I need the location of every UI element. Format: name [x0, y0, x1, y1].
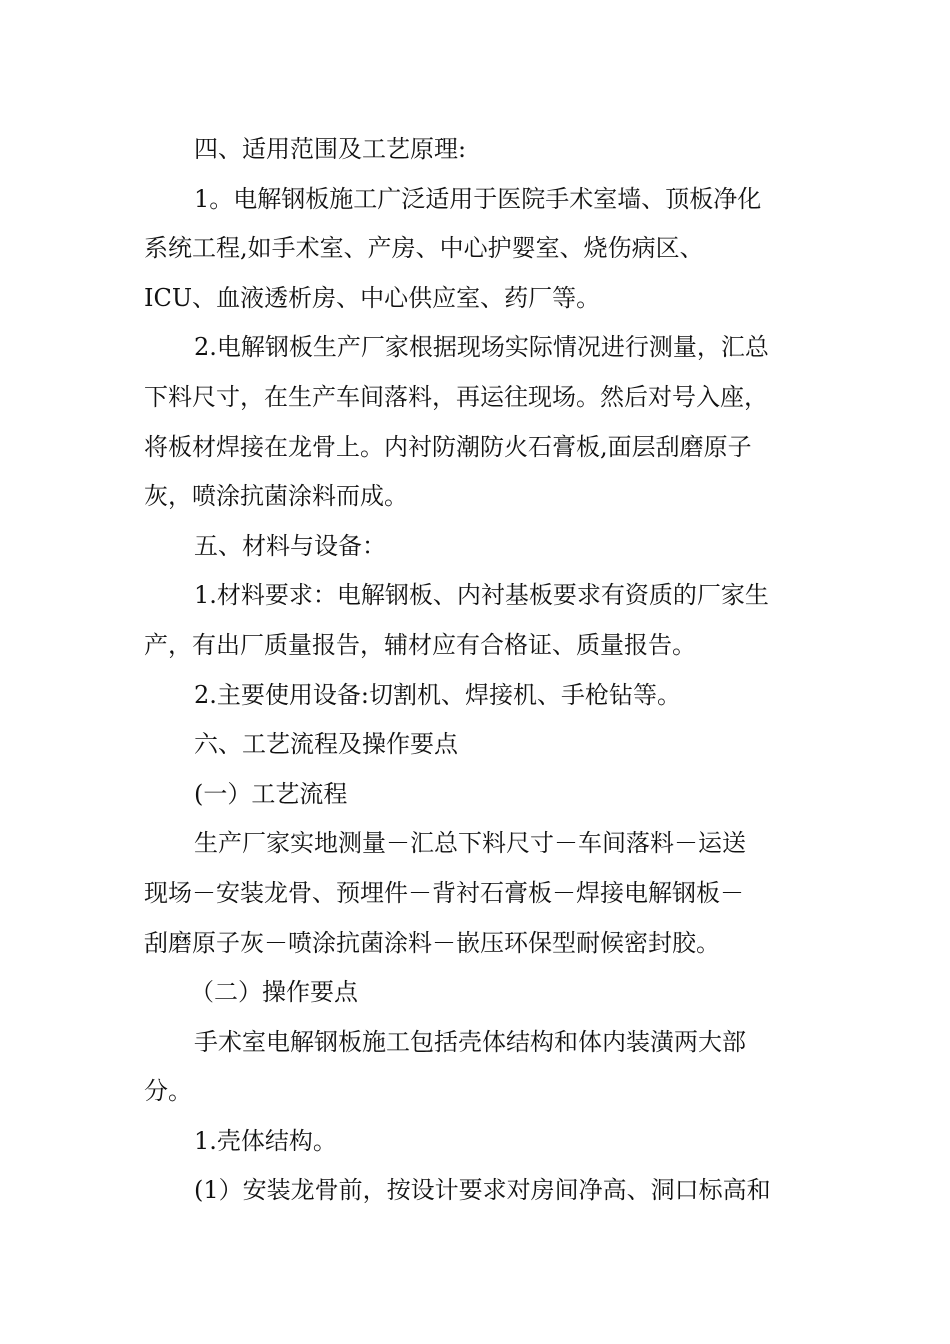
paragraph-line: ICU、血液透析房、中心供应室、药厂等。 — [144, 283, 601, 312]
subsection-heading: （二）操作要点 — [190, 978, 358, 1007]
paragraph-line: 生产厂家实地测量－汇总下料尺寸－车间落料－运送 — [194, 829, 746, 858]
paragraph-line: 灰，喷涂抗菌涂料而成。 — [144, 482, 408, 511]
paragraph-line: 2.电解钢板生产厂家根据现场实际情况进行测量，汇总 — [194, 333, 769, 362]
paragraph-line: 1.材料要求：电解钢板、内衬基板要求有资质的厂家生 — [194, 581, 769, 610]
paragraph-line: 2.主要使用设备:切割机、焊接机、手枪钻等。 — [194, 680, 681, 709]
paragraph-line: 系统工程,如手术室、产房、中心护婴室、烧伤病区、 — [144, 234, 704, 263]
paragraph-line: 下料尺寸，在生产车间落料，再运往现场。然后对号入座， — [144, 382, 768, 411]
paragraph-line: 将板材焊接在龙骨上。内衬防潮防火石膏板,面层刮磨原子 — [144, 432, 752, 461]
paragraph-line: 刮磨原子灰－喷涂抗菌涂料－嵌压环保型耐候密封胶。 — [144, 928, 720, 957]
paragraph-line: 产，有出厂质量报告，辅材应有合格证、质量报告。 — [144, 630, 696, 659]
paragraph-line: (1）安装龙骨前，按设计要求对房间净高、洞口标高和 — [194, 1176, 771, 1205]
section-heading-6: 六、工艺流程及操作要点 — [194, 730, 458, 759]
paragraph-line: 现场－安装龙骨、预埋件－背衬石膏板－焊接电解钢板－ — [144, 878, 744, 907]
subsection-heading: (一）工艺流程 — [194, 779, 348, 808]
document-page — [144, 125, 814, 1216]
paragraph-line: 手术室电解钢板施工包括壳体结构和体内装潢两大部 — [194, 1027, 746, 1056]
paragraph-line: 1。电解钢板施工广泛适用于医院手术室墙、顶板净化 — [194, 184, 762, 213]
section-heading-4: 四、适用范围及工艺原理: — [194, 135, 467, 163]
paragraph-line: 分。 — [144, 1077, 192, 1106]
section-heading-5: 五、材料与设备： — [194, 531, 386, 560]
paragraph-line: 1.壳体结构。 — [194, 1126, 337, 1155]
